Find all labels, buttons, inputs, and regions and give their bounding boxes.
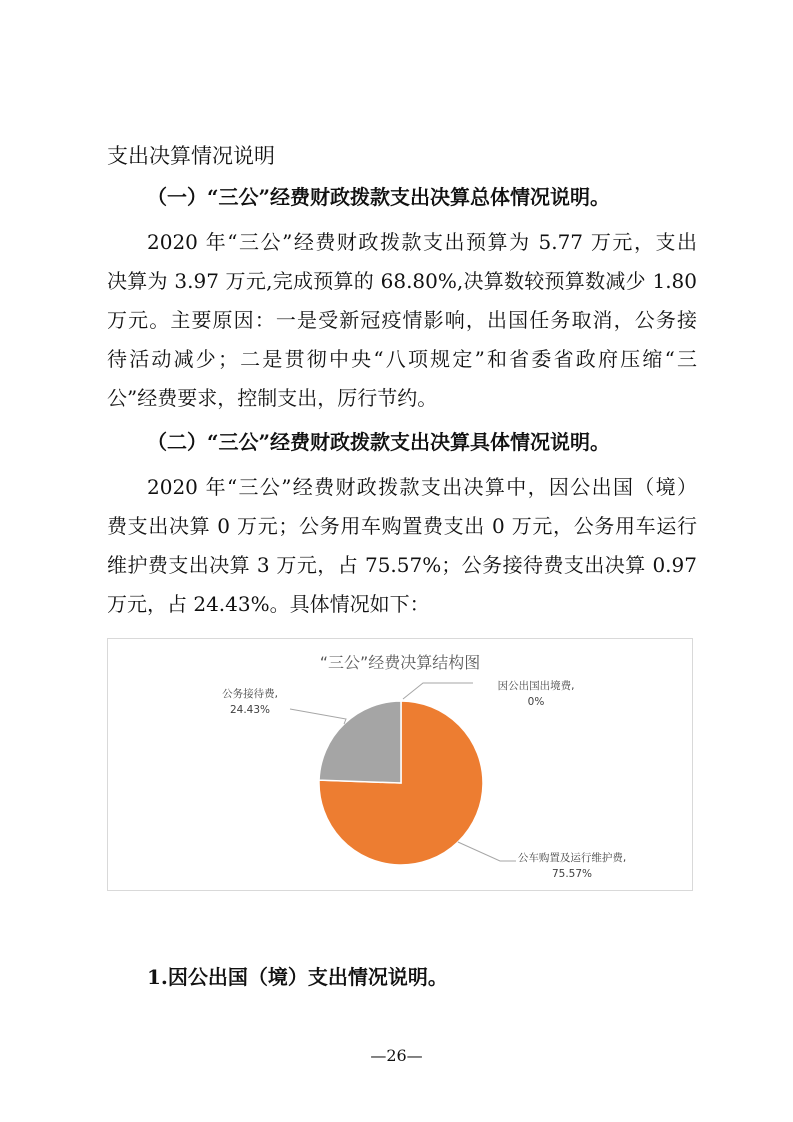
label-vehicle-value: 75.57%: [551, 868, 593, 880]
leader-line: [403, 683, 473, 699]
para2-line: 费支出决算 0 万元；公务用车购置费支出 0 万元，公务用车运行: [107, 514, 697, 538]
label-reception: 公务接待费,: [222, 688, 278, 700]
para1-line: 公”经费要求，控制支出，厉行节约。: [107, 386, 438, 410]
label-overseas: 因公出国出境费,: [497, 680, 575, 692]
pie-chart: [107, 638, 693, 891]
label-vehicle: 公车购置及运行维护费,: [517, 852, 627, 864]
para1-line: 决算为 3.97 万元,完成预算的 68.80%,决算数较预算数减少 1.80: [107, 269, 697, 293]
section-title: 支出决算情况说明: [107, 144, 275, 168]
heading-overall: （一）“三公”经费财政拨款支出决算总体情况说明。: [147, 185, 611, 209]
label-overseas-value: 0%: [527, 696, 545, 708]
heading-overseas: 1.因公出国（境）支出情况说明。: [147, 965, 448, 989]
para2-line: 2020 年“三公”经费财政拨款支出决算中，因公出国（境）: [147, 475, 697, 499]
leader-line: [290, 709, 346, 724]
label-reception-value: 24.43%: [229, 704, 271, 716]
para1-line: 2020 年“三公”经费财政拨款支出预算为 5.77 万元，支出: [147, 230, 697, 254]
para1-line: 万元。主要原因：一是受新冠疫情影响，出国任务取消，公务接: [107, 308, 697, 332]
pie-chart-svg: [108, 639, 692, 890]
chart-title: “三公”经费决算结构图: [319, 653, 481, 672]
para2-line: 维护费支出决算 3 万元，占 75.57%；公务接待费支出决算 0.97: [107, 553, 697, 577]
page-number: —26—: [370, 1046, 423, 1065]
pie-slice: [319, 701, 401, 783]
para2-line: 万元，占 24.43%。具体情况如下：: [107, 592, 430, 616]
heading-detail: （二）“三公”经费财政拨款支出决算具体情况说明。: [147, 430, 611, 454]
para1-line: 待活动减少；二是贯彻中央“八项规定”和省委省政府压缩“三: [107, 347, 697, 371]
leader-line: [458, 842, 516, 861]
